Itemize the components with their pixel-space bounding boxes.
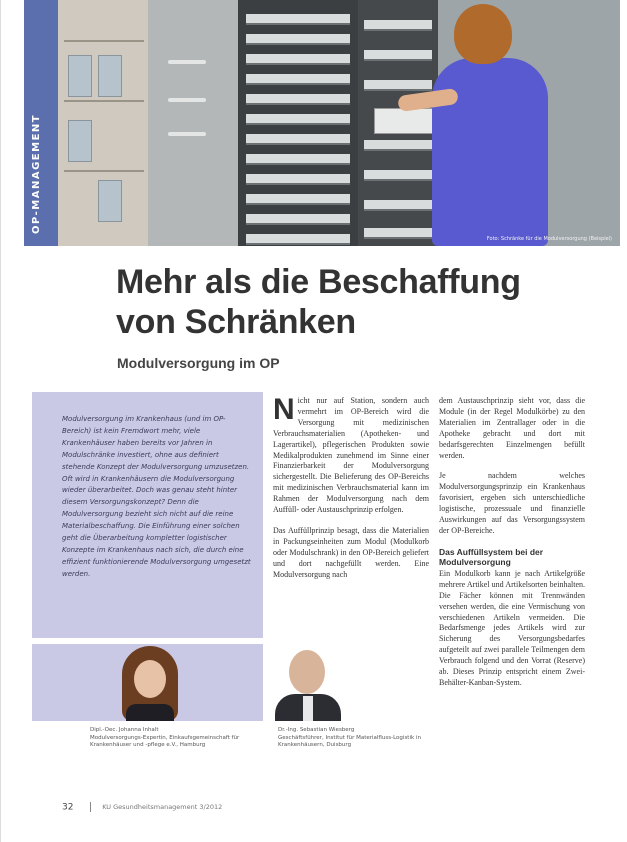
article-title: Mehr als die Beschaffung von Schränken (116, 263, 521, 341)
article-subtitle: Modulversorgung im OP (117, 355, 280, 371)
body-paragraph (273, 393, 429, 516)
body-column-1 (273, 393, 429, 591)
author-details: Modulversorgungs-Expertin, Einkaufsgemeinschaft für Krankenhäuser und -pflege e.V., Hamburg (90, 734, 240, 748)
body-paragraph: Ein Modulkorb kann je nach Artikelgröße mehrere Artikel und Artikelsorten beinhalten. Die Fächer können mit Trennwänden versehen werden, die eine Vermischung von verschiedenen Artikeln vermeiden. Die Bedarfsmenge jedes Artikels wird zur Sicherung des Versorgungsbedarfes aufgeteilt auf zwei parallele Teilmengen dem Verbrauch folgend und den Vorrat (Reserve) ab. Dieses Prinzip entspricht einem Zwei-Behälter-Kanban-System. (439, 568, 585, 687)
cabinet-door (148, 0, 238, 246)
page-number: 32 (62, 802, 74, 813)
author-photo-1 (32, 644, 263, 721)
author-info-2 (278, 727, 428, 750)
author-name: Dipl.-Oec. Johanna Inhalt (90, 727, 159, 733)
photo-caption: Foto: Schränke für die Modulversorgung (Beispiel) (486, 236, 612, 242)
body-paragraph: dem Austauschprinzip sieht vor, dass die Module (in der Regel Modulkörbe) zu den Materialien im Zentrallager oder in die Apotheke gebracht und dort mit bedarfsgerechten Einzelmengen befüllt werden. (439, 396, 585, 460)
author-details: Geschäftsführer, Institut für Materialfluss-Logistik in Krankenhäusern, Duisburg (278, 734, 421, 748)
module-basket (374, 108, 440, 134)
section-label: OP-MANAGEMENT (31, 113, 42, 234)
section-sidebar (24, 0, 58, 246)
section-heading: Das Auffüllsystem bei der Modulversorgung (439, 546, 544, 568)
page-footer (62, 802, 222, 813)
nurse-figure (432, 58, 548, 246)
drop-cap: N (273, 393, 295, 426)
intro-box (32, 392, 263, 638)
author-name: Dr.-Ing. Sebastian Wiesberg (278, 727, 355, 733)
body-column-2 (439, 396, 585, 699)
intro-text: Modulversorgung im Krankenhaus (und im OP-Bereich) ist kein Fremdwort mehr, viele Krankenhäuser haben bereits vor Jahren in Modulschränke investiert, ohne aus definiert stehende Konzept der Modulversorgung umzusetzen. Oft wird in Krankenhäusern die Modulversorgung wieder überarbeitet. Doch was genau steht hinter diesem Versorgungskonzept? Denn die Modulversorgung bezieht sich nicht auf die reine Materialbeschaffung. Die Einführung einer solchen geht die Überarbeitung kompletter logistischer Konzepte im Krankenhaus nach sich, die durch eine effizient funktionierende Modulversorgung umgesetzt werden. (62, 415, 251, 578)
author-photo-2 (273, 644, 429, 721)
author-info-1 (90, 727, 260, 750)
body-paragraph: Das Auffüllprinzip besagt, dass die Materialien in Packungseinheiten zum Modul (Modulkorb oder Modulschrank) in den OP-Bereich geliefert und dort nachgefüllt werden. Eine Modulversorgung nach (273, 525, 429, 579)
paragraph-text: icht nur auf Station, sondern auch vermehrt im OP-Bereich wird die Versorgung mit medizinischen Verbrauchsmaterialien (Apotheken- und Lagerartikel), pflegerischen Produkten sowie Medikalprodukten zunehmend im Sinne einer Finanzierbarkeit der Modulversorgung sichergestellt. Die Belieferung des OP-Bereichs mit medizinischen Verbrauchsmaterial kann im Rahmen der Modulversorgung nach dem Auffüll- oder Austauschprinzip erfolgen. (273, 396, 429, 515)
wall-shelves (58, 0, 148, 246)
magazine-name: KU Gesundheitsmanagement 3/2012 (102, 803, 223, 811)
footer-divider (90, 802, 91, 812)
nurse-head (454, 4, 512, 64)
module-cabinet (238, 0, 358, 246)
header-photo (24, 0, 620, 246)
body-paragraph: Je nachdem welches Modulversorgungsprinzip ein Krankenhaus favorisiert, ergeben sich unterschiedliche logistische, prozessuale und finanzielle Auswirkungen auf das Versorgungssystem der OP-Bereiche. (439, 471, 585, 535)
